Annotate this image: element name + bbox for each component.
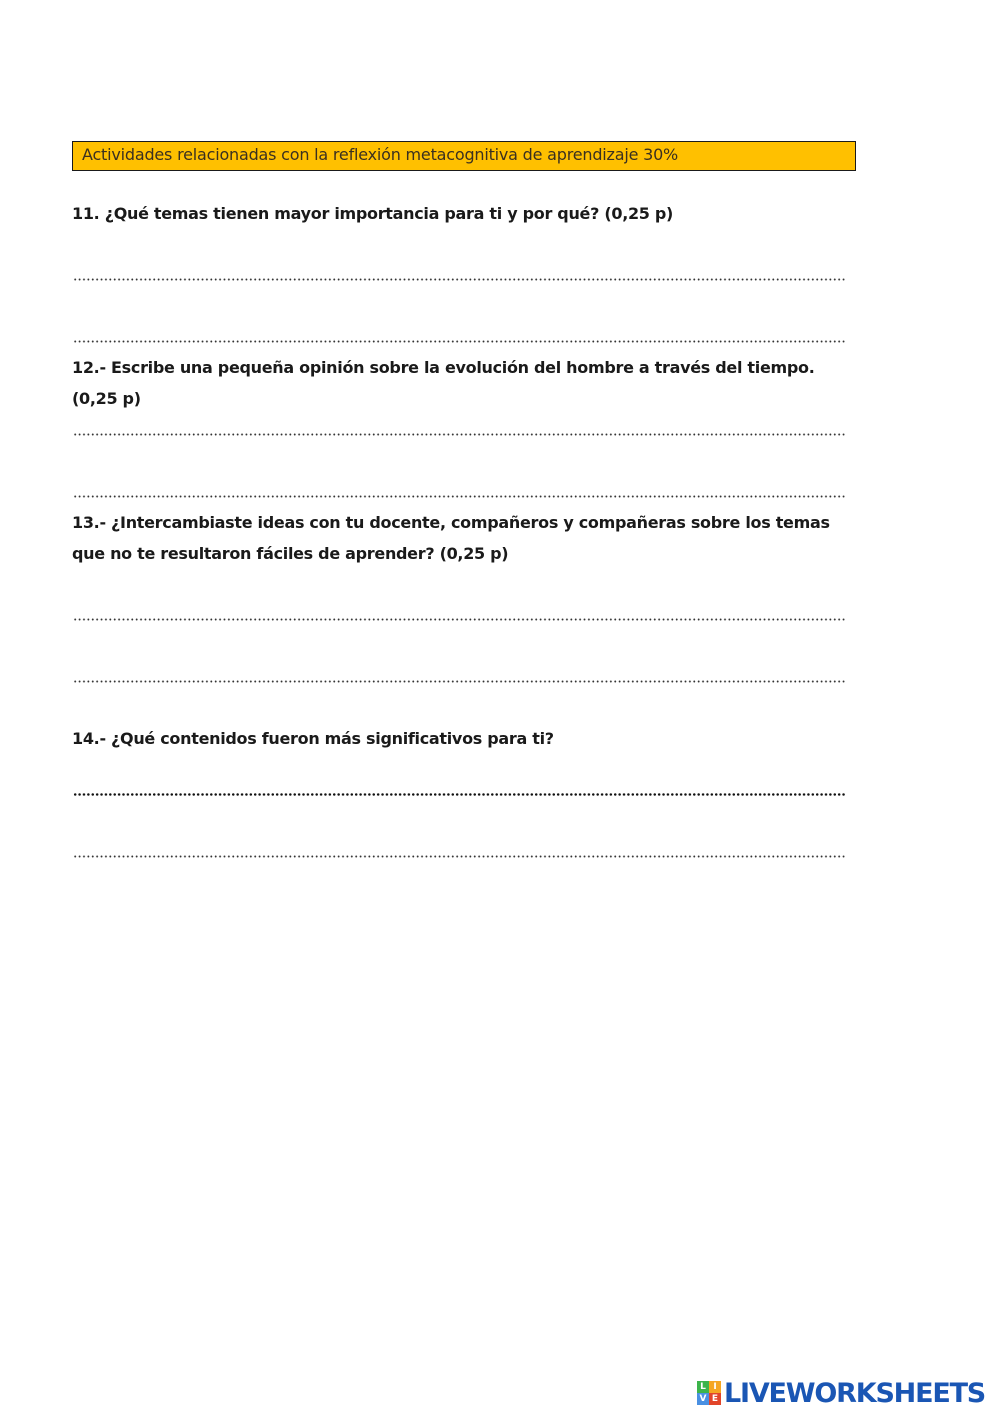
logo-mark-icon (697, 1381, 721, 1405)
answer-line-13b[interactable] (73, 680, 845, 683)
question-14: 14.- ¿Qué contenidos fueron más significativos para ti? (72, 729, 554, 748)
answer-line-12a[interactable] (73, 433, 845, 436)
liveworksheets-logo (697, 1377, 985, 1409)
logo-letter: E (709, 1393, 721, 1405)
answer-line-11a[interactable] (73, 278, 845, 281)
logo-text: LIVEWORKSHEETS (724, 1377, 986, 1409)
question-11: 11. ¿Qué temas tienen mayor importancia para ti y por qué? (0,25 p) (72, 204, 674, 223)
logo-letter: I (709, 1381, 721, 1393)
logo-letter: V (697, 1393, 709, 1405)
answer-line-13a[interactable] (73, 618, 845, 621)
question-12: 12.- Escribe una pequeña opinión sobre la evolución del hombre a través del tiempo. (0,25 p) (72, 358, 815, 408)
answer-line-14b[interactable] (73, 855, 845, 858)
answer-line-14a[interactable] (73, 793, 845, 796)
question-13: 13.- ¿Intercambiaste ideas con tu docente, compañeros y compañeras sobre los temas que no te resultaron fáciles de aprender? (0,25 p) (72, 513, 830, 563)
answer-line-11b[interactable] (73, 340, 845, 343)
section-banner: Actividades relacionadas con la reflexión metacognitiva de aprendizaje 30% (72, 141, 856, 171)
answer-line-12b[interactable] (73, 495, 845, 498)
logo-letter: L (697, 1381, 709, 1393)
